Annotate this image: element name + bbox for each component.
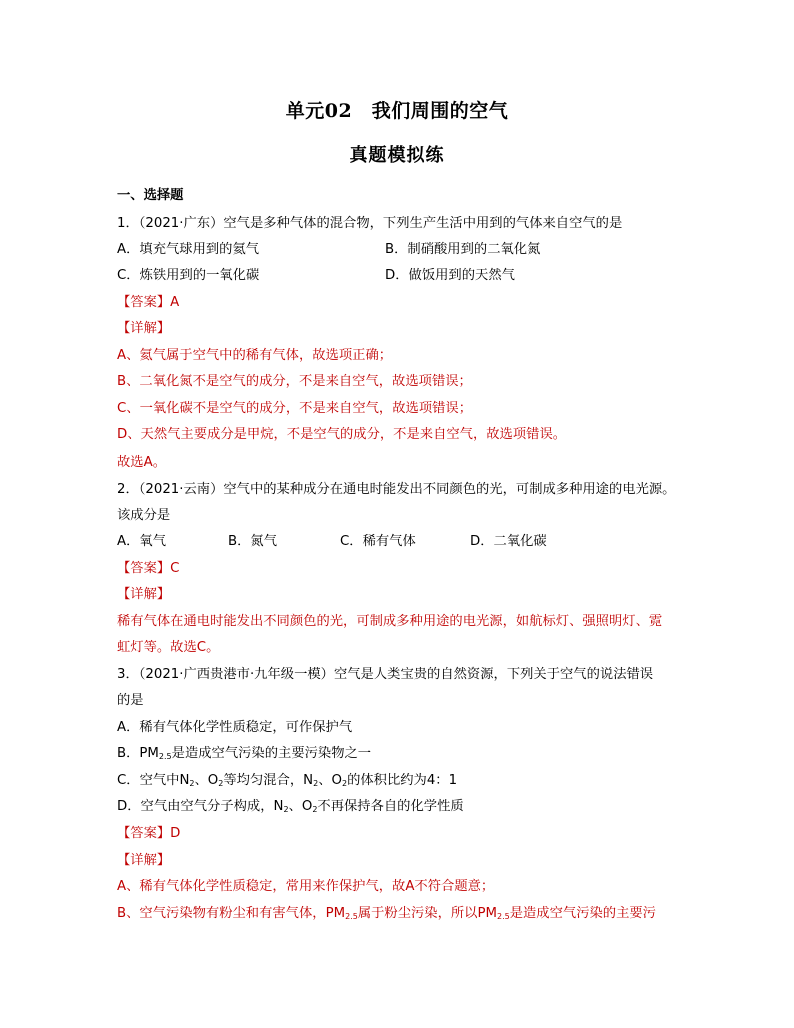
q2-explain-line1: 稀有气体在通电时能发出不同颜色的光，可制成多种用途的电光源，如航标灯、强照明灯、霓 xyxy=(117,614,663,629)
page-subtitle: 真题模拟练 xyxy=(349,145,445,166)
q1-explain-d: D、天然气主要成分是甲烷，不是空气的成分，不是来自空气，故选项错误。 xyxy=(117,427,567,442)
q2-answer: 【答案】C xyxy=(117,561,180,576)
q1-explain-label: 【详解】 xyxy=(117,321,171,336)
q1-option-a: A．填充气球用到的氦气 xyxy=(117,242,260,257)
q1-option-d: D．做饭用到的天然气 xyxy=(385,268,515,283)
q3-option-d: D．空气由空气分子构成，$N_2$、$O_2$不再保持各自的化学性质 xyxy=(117,799,464,814)
q1-explain-c: C、一氧化碳不是空气的成分，不是来自空气，故选项错误； xyxy=(117,401,473,416)
q3-option-b: B．$PM_{2.5}$是造成空气污染的主要污染物之一 xyxy=(117,746,372,761)
q3-explain-line1: A、稀有气体化学性质稳定，常用来作保护气，故A不符合题意； xyxy=(117,879,495,894)
q2-stem-line1: 2．（2021·云南）空气中的某种成分在通电时能发出不同颜色的光，可制成多种用途的电光源。 xyxy=(117,482,676,497)
q1-stem: 1．（2021·广东）空气是多种气体的混合物，下列生产生活中用到的气体来自空气的是 xyxy=(117,216,623,231)
q1-explain-conclusion: 故选A。 xyxy=(117,455,166,470)
q1-explain-a: A、氦气属于空气中的稀有气体，故选项正确； xyxy=(117,348,393,363)
q2-explain-line2: 虹灯等。故选C。 xyxy=(117,640,220,655)
q2-option-b: B．氮气 xyxy=(228,534,278,549)
q1-option-b: B．制硝酸用到的二氧化氮 xyxy=(385,242,541,257)
q1-answer: 【答案】A xyxy=(117,295,180,310)
section-heading: 一、选择题 xyxy=(117,188,184,203)
q2-stem-line2: 该成分是 xyxy=(117,508,171,523)
q2-explain-label: 【详解】 xyxy=(117,587,171,602)
q1-option-c: C．炼铁用到的一氧化碳 xyxy=(117,268,260,283)
q3-stem-line2: 的是 xyxy=(117,693,144,708)
q3-option-a: A．稀有气体化学性质稳定，可作保护气 xyxy=(117,720,353,735)
q2-option-c: C．稀有气体 xyxy=(340,534,416,549)
unit-title: 单元02 我们周围的空气 xyxy=(285,100,509,122)
q2-option-a: A．氧气 xyxy=(117,534,166,549)
q2-option-d: D．二氧化碳 xyxy=(470,534,547,549)
q3-explain-label: 【详解】 xyxy=(117,853,171,868)
q3-explain-line2: B、空气污染物有粉尘和有害气体，$PM_{2.5}$属于粉尘污染，所以$PM_{2.5}$是造成空气污染的主要污 xyxy=(117,906,656,921)
q3-answer: 【答案】D xyxy=(117,826,181,841)
q3-option-c: C．空气中$N_2$、$O_2$等均匀混合，$N_2$、$O_2$的体积比约为4：1 xyxy=(117,773,458,788)
q3-stem-line1: 3．（2021·广西贵港市·九年级一模）空气是人类宝贵的自然资源，下列关于空气的说法错误 xyxy=(117,667,654,682)
q1-explain-b: B、二氧化氮不是空气的成分，不是来自空气，故选项错误； xyxy=(117,374,472,389)
